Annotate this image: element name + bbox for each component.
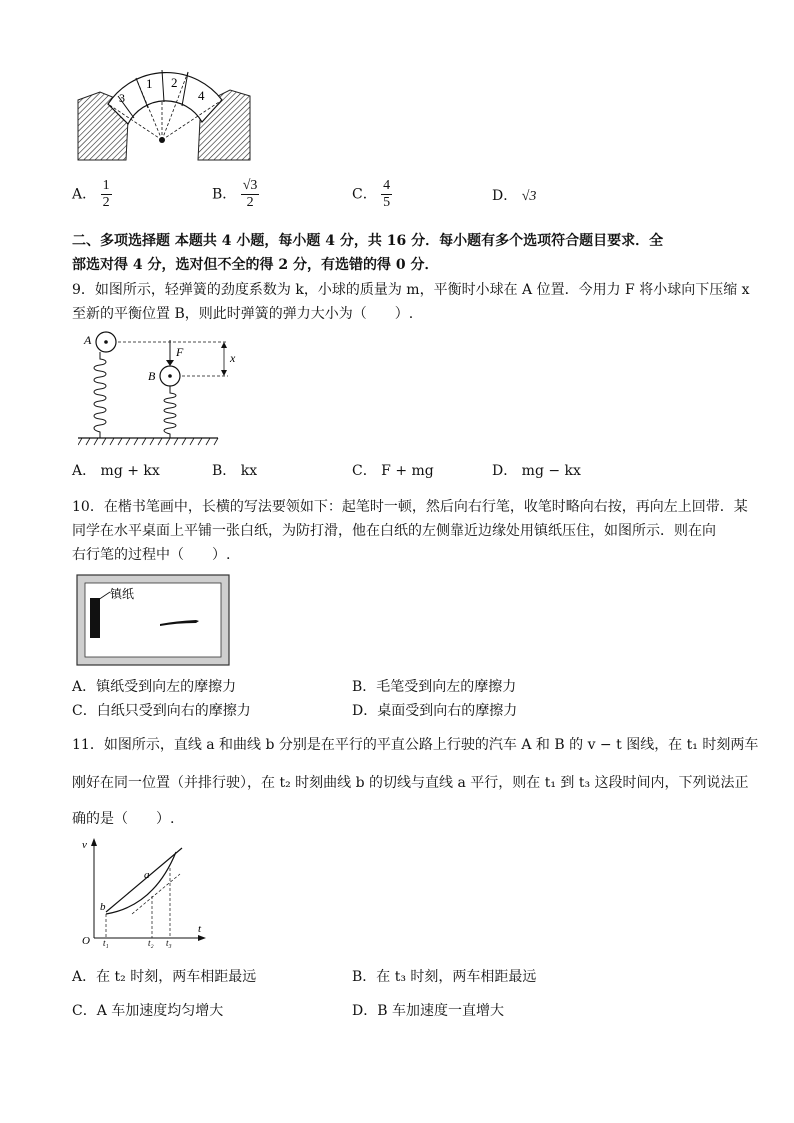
q10-paper-figure xyxy=(76,574,230,666)
section2-heading-line1: 二、多项选择题 本题共 4 小题，每小题 4 分，共 16 分．每小题有多个选项符合题目要求．全 xyxy=(72,233,664,249)
q11-option-a[interactable]: A．在 t₂ 时刻，两车相距最远 xyxy=(72,969,257,985)
q10-stem-line3: 右行笔的过程中（ ）. xyxy=(72,547,231,563)
axis-label-t: t xyxy=(198,923,202,935)
q9-stem-line1: 9．如图所示，轻弹簧的劲度系数为 k，小球的质量为 m，平衡时小球在 A 位置．今用力 F 将小球向下压缩 x xyxy=(72,282,750,298)
q8-option-a-label: A． xyxy=(72,186,97,203)
axis-label-v: v xyxy=(82,839,87,851)
q9-stem-line2: 至新的平衡位置 B，则此时弹簧的弹力大小为（ ）. xyxy=(72,306,414,322)
label-F: F xyxy=(176,345,184,359)
arch-center-dot xyxy=(159,137,165,143)
q11-stem-line2: 刚好在同一位置（并排行驶），在 t₂ 时刻曲线 b 的切线与直线 a 平行，则在 t₁ 到 t₃ 这段时间内，下列说法正 xyxy=(72,775,749,791)
q8-option-a[interactable] xyxy=(72,178,112,211)
q8-option-d-label: D． xyxy=(492,188,518,204)
q10-option-d[interactable]: D．桌面受到向右的摩擦力 xyxy=(352,703,518,719)
sector-label-3: 3 xyxy=(119,91,125,105)
q9-option-d[interactable]: D． mg − kx xyxy=(492,463,581,479)
q9-option-c[interactable]: C． F + mg xyxy=(352,463,434,479)
q8-option-c[interactable] xyxy=(352,178,392,211)
q10-option-c[interactable]: C．白纸只受到向右的摩擦力 xyxy=(72,703,251,719)
q11-vt-graph xyxy=(76,834,212,948)
q11-option-d[interactable]: D．B 车加速度一直增大 xyxy=(352,1003,504,1019)
q8-arch-figure xyxy=(70,60,255,162)
tick-t3: t₃ xyxy=(166,938,172,948)
sector-label-4: 4 xyxy=(198,88,205,103)
q8-option-c-label: C． xyxy=(352,186,377,203)
q8-option-a-fraction: $\frac{1}{2}$ xyxy=(102,178,110,210)
q10-option-a[interactable]: A．镇纸受到向左的摩擦力 xyxy=(72,679,237,695)
paper-sheet xyxy=(85,583,221,657)
arch-ring xyxy=(108,73,222,124)
label-A: A xyxy=(84,333,92,347)
label-x: x xyxy=(230,351,236,365)
origin-label: O xyxy=(82,935,90,947)
q10-stem-line2: 同学在水平桌面上平铺一张白纸，为防打滑，他在白纸的左侧靠近边缘处用镇纸压住，如图所示．则在向 xyxy=(72,523,716,539)
label-a: a xyxy=(144,869,150,881)
tick-t1: t₁ xyxy=(103,938,109,948)
q8-option-b-fraction: $\frac{√3}{2}$ xyxy=(242,178,258,210)
tick-t2: t₂ xyxy=(148,938,154,948)
q8-option-b[interactable] xyxy=(212,178,259,211)
q11-stem-line1: 11．如图所示，直线 a 和曲线 b 分别是在平行的平直公路上行驶的汽车 A 和 B 的 v − t 图线，在 t₁ 时刻两车 xyxy=(72,737,759,753)
section2-heading-line2: 部选对得 4 分，选对但不全的得 2 分，有选错的得 0 分． xyxy=(72,257,439,273)
q11-option-c[interactable]: C．A 车加速度均匀增大 xyxy=(72,1003,224,1019)
label-B: B xyxy=(148,369,156,383)
q8-option-d-value: √3 xyxy=(521,189,537,204)
q11-stem-line3: 确的是（ ）. xyxy=(72,811,175,827)
q9-spring-figure xyxy=(78,330,248,448)
q8-option-b-label: B． xyxy=(212,186,237,203)
paperweight xyxy=(90,598,100,638)
label-b: b xyxy=(100,901,106,913)
spring-left xyxy=(94,352,106,438)
spring-right xyxy=(164,386,176,438)
paperweight-label: 镇纸 xyxy=(110,587,135,601)
q10-option-b[interactable]: B．毛笔受到向左的摩擦力 xyxy=(352,679,517,695)
q9-option-a[interactable]: A． mg + kx xyxy=(72,463,160,479)
sector-label-2: 2 xyxy=(171,75,178,90)
q10-stem-line1: 10．在楷书笔画中，长横的写法要领如下：起笔时一顿，然后向右行笔，收笔时略向右按，再向左上回带．某 xyxy=(72,499,748,515)
q11-option-b[interactable]: B．在 t₃ 时刻，两车相距最远 xyxy=(352,969,537,985)
q8-option-d[interactable] xyxy=(492,187,536,206)
q8-option-c-fraction: $\frac{4}{5}$ xyxy=(383,178,391,210)
sector-label-1: 1 xyxy=(146,76,153,91)
q9-option-b[interactable]: B． kx xyxy=(212,463,258,479)
